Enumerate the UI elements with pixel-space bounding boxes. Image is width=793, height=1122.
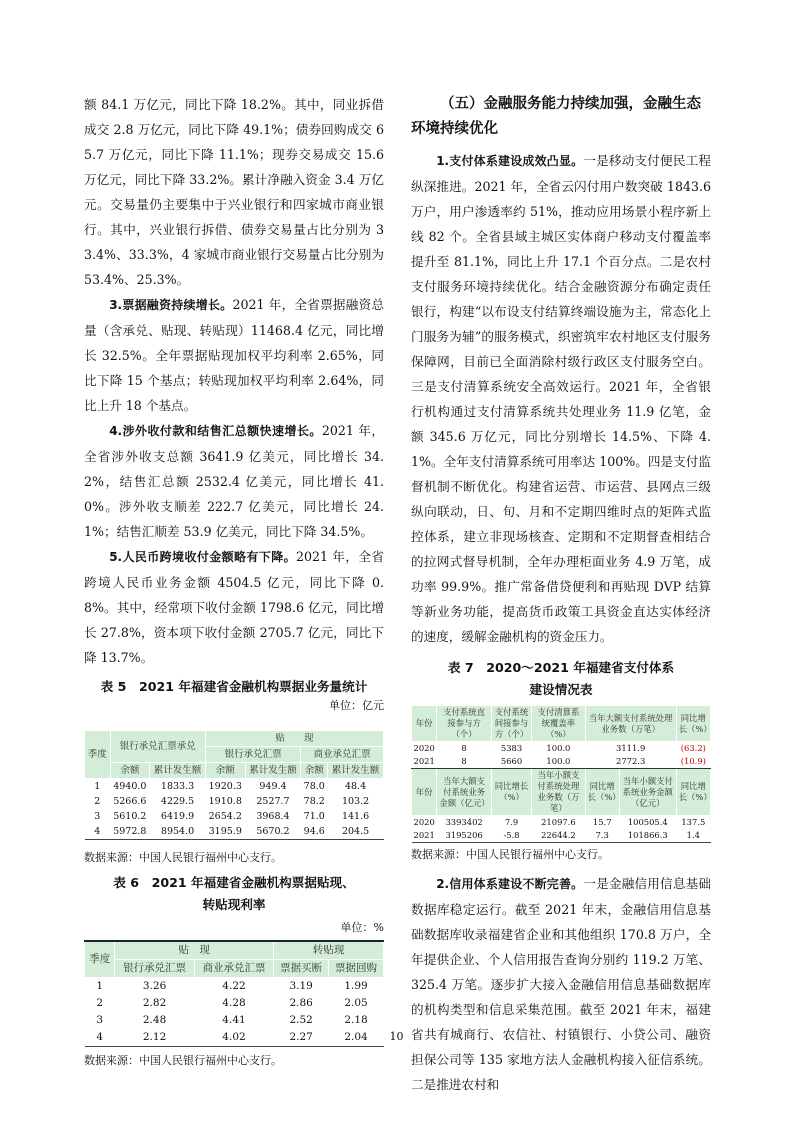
table5-header-balance: 余额 (301, 763, 328, 779)
table6-source: 数据来源：中国人民银行福州中心支行。 (84, 1054, 282, 1067)
table-row: 4 5972.8 8954.0 3195.9 5670.2 94.6 204.5 (85, 824, 384, 840)
table-row: 4 2.12 4.02 2.27 2.04 (85, 1029, 384, 1047)
table-row: 1 3.26 4.22 3.19 1.99 (96, 980, 368, 992)
left-column (84, 92, 384, 1071)
section-heading-payment: 1.支付体系建设成效凸显。 (436, 154, 584, 168)
page-number: 10 (389, 1030, 404, 1043)
table-row: 3 2.48 4.41 2.52 2.18 (96, 1014, 368, 1026)
table7-header-row: 年份 支付系统直接参与方（个） 支付系统间接参与方（个） 支付清算系统覆盖率（%） 当年大额支付系统处理业务数（万笔） 同比增长（%） (412, 706, 711, 742)
section-heading-foreign: 4.涉外收付款和结售汇总额快速增长。 (109, 424, 322, 438)
table5-header-cumulative: 累计发生额 (245, 763, 301, 779)
paragraph-payment-system: 1.支付体系建设成效凸显。一是移动支付便民工程纵深推进。2021 年，全省云闪付用户数突破 1843.6 万户，用户渗透率约 51%，推动应用场景小程序新上线 82 个。全省县域主城区实体商户移动支付覆盖率提升至 81.1%，同比上升 17.1 个百分点。二是农村支付服务环境持续优化。结合金融资源分布确定责任银行，构建“以布设支付结算终端设施为主，常态化上门服务为辅”的服务模式，织密筑牢农村地区支付服务保障网，目前已全面消除村级行政区支付服务空白。三是支付清算系统安全高效运行。2021 年，全省银行机构通过支付清算系统共处理业务 11.9 亿笔，金额 345.6 万亿元，同比分别增长 14.5%、下降 4.1%。全年支付清算系统可用率达 100%。四是支付监督机制不断优化。构建省运营、市运营、县网点三级纵向联动，日、旬、月和不定期四维时点的矩阵式监控体系，建立非现场核查、定期和不定期督查相结合的拉网式督导机制，全年办理柜面业务 4.9 万笔，成功率 99.9%。推广常备借贷便利和再贴现 DVP 结算等新业务功能，提高货币政策工具资金直达实体经济的速度，缓解金融机构的资金压力。 (411, 153, 711, 644)
table5-source: 数据来源：中国人民银行福州中心支行。 (84, 851, 282, 864)
section-heading-bill: 3.票据融资持续增长。 (109, 298, 233, 312)
table5-header-season: 季度 (85, 731, 111, 779)
paragraph-foreign-payments: 4.涉外收付款和结售汇总额快速增长。2021 年，全省涉外收支总额 3641.9 亿美元，同比增长 34.2%，结售汇总额 2532.4 亿美元，同比增长 41.0%。涉外收支顺差 222.7 亿美元，同比增长 24.1%；结售汇顺差 53.9 亿美元，同比下降 34.5%。 (84, 423, 384, 539)
table-row: 2021 8 5660 100.0 2772.3 (10.9) (412, 755, 711, 769)
table5-header-bank-bill: 银行承兑汇票 (205, 747, 300, 763)
table6-header-repo: 票据回购 (329, 960, 384, 978)
table6-header-discount: 贴 现 (115, 941, 274, 960)
table-row: 2020 3393402 7.9 21097.6 15.7 100505.4 137.5 (413, 817, 706, 827)
table5-caption: 表 5 2021 年福建省金融机构票据业务量统计 (100, 679, 368, 694)
table7-header-row: 年份 当年大额支付系统业务金额（亿元） 同比增长（%） 当年小额支付系统处理业务数（万笔） 同比增长（%） 当年小额支付系统业务金额（亿元） 同比增长（%） (412, 769, 711, 816)
section-heading-credit: 2.信用体系建设不断完善。 (436, 877, 584, 891)
table5-header-comm-bill: 商业承兑汇票 (301, 747, 384, 763)
table5 (84, 730, 384, 840)
table5-header-balance: 余额 (205, 763, 245, 779)
table5-header-balance: 余额 (110, 763, 150, 779)
table-row: 3 5610.2 6419.9 2654.2 3968.4 71.0 141.6 (94, 811, 370, 822)
section-heading-financial-services: （五）金融服务能力持续加强，金融生态环境持续优化 (411, 96, 701, 137)
table6-header-season: 季度 (85, 941, 115, 978)
table6-header-buyout: 票据买断 (274, 960, 329, 978)
table6-header-rediscount: 转贴现 (274, 941, 384, 960)
table6-caption: 表 6 2021 年福建省金融机构票据贴现、 转贴现利率 (113, 875, 355, 912)
table-row: 1 4940.0 1833.3 1920.3 949.4 78.0 48.4 (94, 781, 367, 792)
table7-source: 数据来源：中国人民银行福州中心支行。 (411, 848, 609, 861)
table7-caption: 表 7 2020～2021 年福建省支付体系 建设情况表 (447, 660, 675, 697)
paragraph-interbank: 额 84.1 万亿元，同比下降 18.2%。其中，同业拆借成交 2.8 万亿元，同比下降 49.1%；债券回购成交 65.7 万亿元，同比下降 11.1%；现券交易成交 15.6 万亿元，同比下降 33.2%。累计净融入资金 3.4 万亿元。交易量仍主要集中于兴业银行和四家城市商业银行。其中，兴业银行拆借、债券交易量占比分别为 33.4%、33.3%，4 家城市商业银行交易量占比分别为 53.4%、25.3%。 (84, 97, 384, 287)
table6-header-comm-bill: 商业承兑汇票 (194, 960, 273, 978)
paragraph-rmb-crossborder: 5.人民币跨境收付金额略有下降。2021 年，全省跨境人民币业务金额 4504.5 亿元，同比下降 0.8%。其中，经常项下收付金额 1798.6 亿元，同比增长 27.8%，资本项下收付金额 2705.7 亿元，同比下降 13.7%。 (84, 549, 384, 665)
right-column (411, 92, 711, 1097)
table-row: 2020 8 5383 100.0 3111.9 (63.2) (413, 743, 706, 753)
paragraph-bill-financing: 3.票据融资持续增长。2021 年，全省票据融资总量（含承兑、贴现、转贴现）11468.4 亿元，同比增长 32.5%。全年票据贴现加权平均利率 2.65%，同比下降 15 个基点；转贴现加权平均利率 2.64%，同比上升 18 个基点。 (84, 297, 384, 413)
table-row: 2 2.82 4.28 2.86 2.05 (96, 997, 368, 1009)
table-row: 2021 3195206 -5.8 22644.2 7.3 101866.3 1.4 (412, 829, 711, 843)
table6-header-bank-bill: 银行承兑汇票 (115, 960, 194, 978)
table-row: 2 5266.6 4229.5 1910.8 2527.7 78.2 103.2 (94, 796, 370, 807)
table7 (411, 705, 711, 843)
table5-header-cumulative: 累计发生额 (328, 763, 384, 779)
table5-header-cumulative: 累计发生额 (150, 763, 206, 779)
table6-unit: 单位：% (340, 921, 384, 934)
table5-header-discount: 贴 现 (205, 731, 383, 747)
paragraph-credit-system: 2.信用体系建设不断完善。一是金融信用信息基础数据库稳定运行。截至 2021 年末，金融信用信息基础数据库收录福建省企业和其他组织 170.8 万户，全年提供企业、个人信用报告查询分别约 119.2 万笔、325.4 万笔。逐步扩大接入金融信用信息基础数据库的机构类型和信息采集范围。截至 2021 年末，福建省共有城商行、农信社、村镇银行、小贷公司、融资担保公司等 135 家地方法人金融机构接入征信系统。二是推进农村和 (411, 876, 711, 1092)
section-heading-rmb: 5.人民币跨境收付金额略有下降。 (109, 550, 296, 564)
table5-unit: 单位：亿元 (329, 699, 384, 712)
table5-header-accept: 银行承兑汇票承兑 (110, 731, 205, 763)
